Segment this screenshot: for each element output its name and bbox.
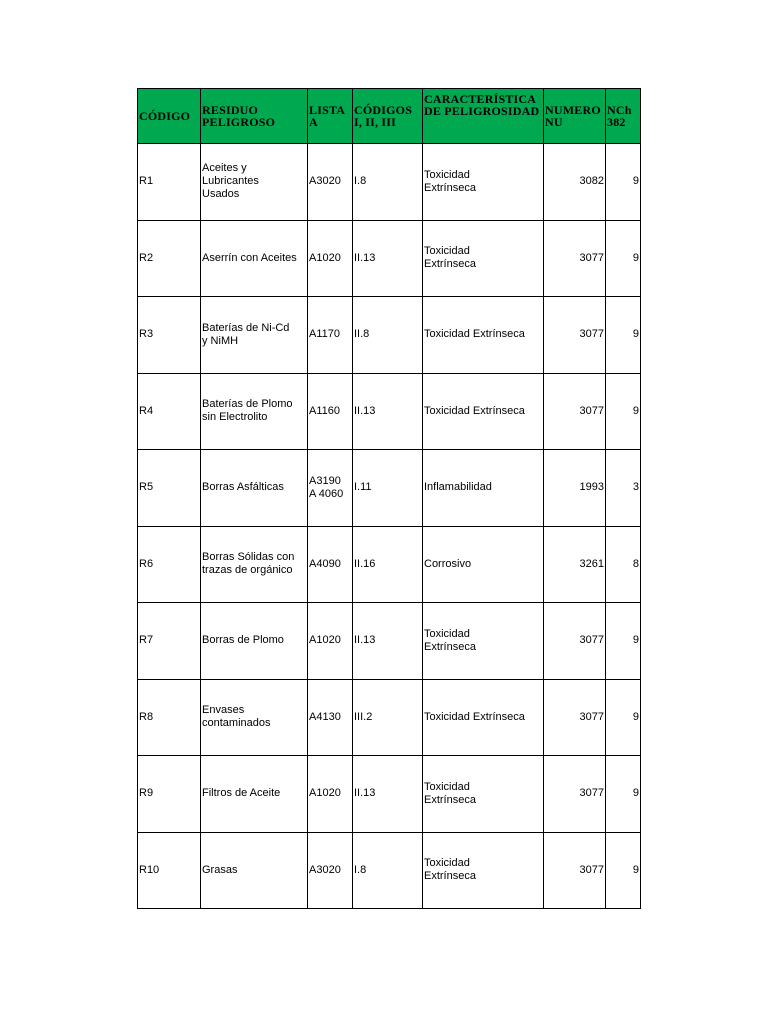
cell-codigo xyxy=(138,679,201,756)
cell-caracteristica-text: Inflamabilidad xyxy=(424,481,492,494)
cell-numero-nu-text: 3077 xyxy=(579,787,604,800)
table-row xyxy=(138,220,641,297)
cell-caracteristica-text: Toxicidad Extrínseca xyxy=(424,245,476,271)
cell-lista xyxy=(308,603,353,680)
cell-lista xyxy=(308,220,353,297)
cell-nch xyxy=(606,450,641,527)
cell-codigos xyxy=(353,297,423,374)
cell-codigos xyxy=(353,526,423,603)
cell-numero-nu xyxy=(544,526,606,603)
cell-codigo-text: R10 xyxy=(139,863,160,876)
cell-codigos xyxy=(353,144,423,221)
cell-lista xyxy=(308,450,353,527)
header-row xyxy=(138,89,641,144)
cell-nch-text: 9 xyxy=(632,404,639,417)
header-caracteristica: CARACTERÍSTICA DE PELIGROSIDAD xyxy=(423,89,544,144)
table-row xyxy=(138,832,641,909)
cell-lista-text: A3020 xyxy=(309,175,341,188)
cell-lista-text: A1020 xyxy=(309,787,341,800)
cell-numero-nu-text: 3261 xyxy=(579,557,604,570)
cell-codigos-text: II.16 xyxy=(354,557,376,570)
cell-codigo-text: R4 xyxy=(139,404,154,417)
cell-codigo-text: R8 xyxy=(139,710,154,723)
cell-caracteristica xyxy=(423,603,544,680)
cell-numero-nu xyxy=(544,373,606,450)
cell-nch xyxy=(606,220,641,297)
cell-nch-text: 9 xyxy=(632,634,639,647)
table-row xyxy=(138,679,641,756)
header-codigos: CÓDIGOS I, II, III xyxy=(353,89,423,144)
cell-caracteristica-text: Toxicidad Extrínseca xyxy=(424,627,476,653)
cell-nch-text: 9 xyxy=(632,328,639,341)
table-row xyxy=(138,756,641,833)
cell-lista-text: A1160 xyxy=(309,404,340,417)
cell-codigos xyxy=(353,450,423,527)
cell-nch xyxy=(606,373,641,450)
cell-nch xyxy=(606,526,641,603)
cell-codigos-text: I.8 xyxy=(354,175,367,188)
cell-lista xyxy=(308,756,353,833)
cell-residuo-text: Grasas xyxy=(202,863,238,876)
header-numero-nu: NUMERO NU xyxy=(544,89,606,144)
cell-numero-nu-text: 3077 xyxy=(579,710,604,723)
cell-codigo xyxy=(138,832,201,909)
hazardous-waste-table xyxy=(137,88,641,909)
cell-numero-nu xyxy=(544,832,606,909)
cell-caracteristica-text: Toxicidad Extrínseca xyxy=(424,404,525,417)
table-row xyxy=(138,450,641,527)
cell-codigo xyxy=(138,144,201,221)
cell-caracteristica-text: Toxicidad Extrínseca xyxy=(424,710,525,723)
cell-residuo xyxy=(201,526,308,603)
cell-codigo-text: R5 xyxy=(139,481,154,494)
cell-lista-text: A4130 xyxy=(309,710,341,723)
cell-nch xyxy=(606,756,641,833)
cell-caracteristica xyxy=(423,679,544,756)
cell-numero-nu-text: 3077 xyxy=(579,328,604,341)
cell-lista xyxy=(308,526,353,603)
table-row xyxy=(138,526,641,603)
cell-residuo xyxy=(201,450,308,527)
cell-codigos xyxy=(353,220,423,297)
cell-numero-nu xyxy=(544,679,606,756)
cell-codigos-text: II.13 xyxy=(354,404,376,417)
cell-nch-text: 9 xyxy=(632,863,639,876)
table-header xyxy=(138,89,641,144)
cell-nch-text: 8 xyxy=(632,557,639,570)
cell-codigos-text: I.11 xyxy=(354,481,372,494)
cell-residuo xyxy=(201,144,308,221)
cell-caracteristica xyxy=(423,756,544,833)
cell-codigo xyxy=(138,373,201,450)
cell-lista xyxy=(308,373,353,450)
cell-lista-text: A1020 xyxy=(309,251,341,264)
cell-residuo-text: Aserrín con Aceites xyxy=(202,251,297,264)
cell-codigos xyxy=(353,603,423,680)
cell-caracteristica xyxy=(423,220,544,297)
cell-caracteristica xyxy=(423,297,544,374)
cell-lista-text: A4090 xyxy=(309,557,341,570)
cell-lista-text: A3190 A 4060 xyxy=(309,474,344,500)
cell-numero-nu xyxy=(544,297,606,374)
table-body xyxy=(138,144,641,909)
cell-nch xyxy=(606,832,641,909)
cell-codigo xyxy=(138,297,201,374)
cell-numero-nu xyxy=(544,603,606,680)
cell-codigo-text: R9 xyxy=(139,787,154,800)
cell-nch-text: 3 xyxy=(632,481,639,494)
cell-nch xyxy=(606,679,641,756)
cell-caracteristica xyxy=(423,450,544,527)
cell-codigo-text: R7 xyxy=(139,634,154,647)
cell-codigo-text: R2 xyxy=(139,251,154,264)
cell-residuo xyxy=(201,373,308,450)
cell-residuo-text: Borras Asfálticas xyxy=(202,481,284,494)
cell-codigos-text: II.13 xyxy=(354,251,376,264)
cell-codigo-text: R3 xyxy=(139,328,154,341)
cell-numero-nu-text: 3077 xyxy=(579,404,604,417)
cell-lista xyxy=(308,297,353,374)
cell-residuo-text: Aceites y Lubricantes Usados xyxy=(202,162,259,201)
cell-codigos-text: II.8 xyxy=(354,328,370,341)
cell-residuo xyxy=(201,832,308,909)
cell-codigos xyxy=(353,832,423,909)
header-residuo-peligroso: RESIDUO PELIGROSO xyxy=(201,89,308,144)
cell-codigo xyxy=(138,603,201,680)
cell-lista-text: A1170 xyxy=(309,328,340,341)
cell-numero-nu-text: 3082 xyxy=(579,175,604,188)
cell-numero-nu-text: 3077 xyxy=(579,251,604,264)
cell-residuo xyxy=(201,297,308,374)
header-lista-a: LISTA A xyxy=(308,89,353,144)
cell-codigo xyxy=(138,450,201,527)
cell-residuo-text: Borras Sólidas con trazas de orgánico xyxy=(202,551,295,577)
cell-codigos xyxy=(353,373,423,450)
cell-caracteristica-text: Toxicidad Extrínseca xyxy=(424,857,476,883)
cell-codigos-text: II.13 xyxy=(354,634,376,647)
cell-caracteristica-text: Corrosivo xyxy=(424,557,472,570)
cell-residuo-text: Filtros de Aceite xyxy=(202,787,281,800)
cell-numero-nu xyxy=(544,450,606,527)
cell-caracteristica xyxy=(423,526,544,603)
cell-residuo xyxy=(201,679,308,756)
cell-lista-text: A1020 xyxy=(309,634,341,647)
cell-nch-text: 9 xyxy=(632,710,639,723)
cell-codigos xyxy=(353,679,423,756)
cell-residuo xyxy=(201,603,308,680)
cell-residuo xyxy=(201,756,308,833)
header-nch: NCh 382 xyxy=(606,89,641,144)
cell-numero-nu xyxy=(544,144,606,221)
cell-nch xyxy=(606,297,641,374)
table-row xyxy=(138,144,641,221)
cell-caracteristica xyxy=(423,373,544,450)
cell-nch xyxy=(606,603,641,680)
cell-nch-text: 9 xyxy=(632,175,639,188)
cell-codigos-text: II.13 xyxy=(354,787,376,800)
cell-lista-text: A3020 xyxy=(309,863,341,876)
cell-codigo xyxy=(138,220,201,297)
table-row xyxy=(138,373,641,450)
table-row xyxy=(138,297,641,374)
cell-numero-nu xyxy=(544,220,606,297)
cell-lista xyxy=(308,679,353,756)
cell-residuo-text: Borras de Plomo xyxy=(202,634,284,647)
table-row xyxy=(138,603,641,680)
cell-nch xyxy=(606,144,641,221)
cell-numero-nu-text: 3077 xyxy=(579,634,604,647)
cell-codigo xyxy=(138,526,201,603)
cell-nch-text: 9 xyxy=(632,251,639,264)
cell-residuo-text: Envases contaminados xyxy=(202,704,271,730)
cell-numero-nu-text: 1993 xyxy=(579,481,604,494)
cell-nch-text: 9 xyxy=(632,787,639,800)
cell-codigo-text: R6 xyxy=(139,557,154,570)
header-codigo: CÓDIGO xyxy=(138,89,201,144)
cell-lista xyxy=(308,144,353,221)
cell-caracteristica-text: Toxicidad Extrínseca xyxy=(424,168,476,194)
cell-codigo xyxy=(138,756,201,833)
cell-caracteristica-text: Toxicidad Extrínseca xyxy=(424,780,476,806)
cell-codigos-text: I.8 xyxy=(354,863,367,876)
cell-numero-nu xyxy=(544,756,606,833)
cell-caracteristica xyxy=(423,832,544,909)
cell-caracteristica-text: Toxicidad Extrínseca xyxy=(424,328,525,341)
cell-codigos xyxy=(353,756,423,833)
cell-residuo-text: Baterías de Ni-Cd y NiMH xyxy=(202,321,290,347)
cell-codigo-text: R1 xyxy=(139,175,154,188)
cell-caracteristica xyxy=(423,144,544,221)
cell-residuo xyxy=(201,220,308,297)
cell-residuo-text: Baterías de Plomo sin Electrolito xyxy=(202,398,293,424)
cell-lista xyxy=(308,832,353,909)
cell-codigos-text: III.2 xyxy=(354,710,373,723)
cell-numero-nu-text: 3077 xyxy=(579,863,604,876)
